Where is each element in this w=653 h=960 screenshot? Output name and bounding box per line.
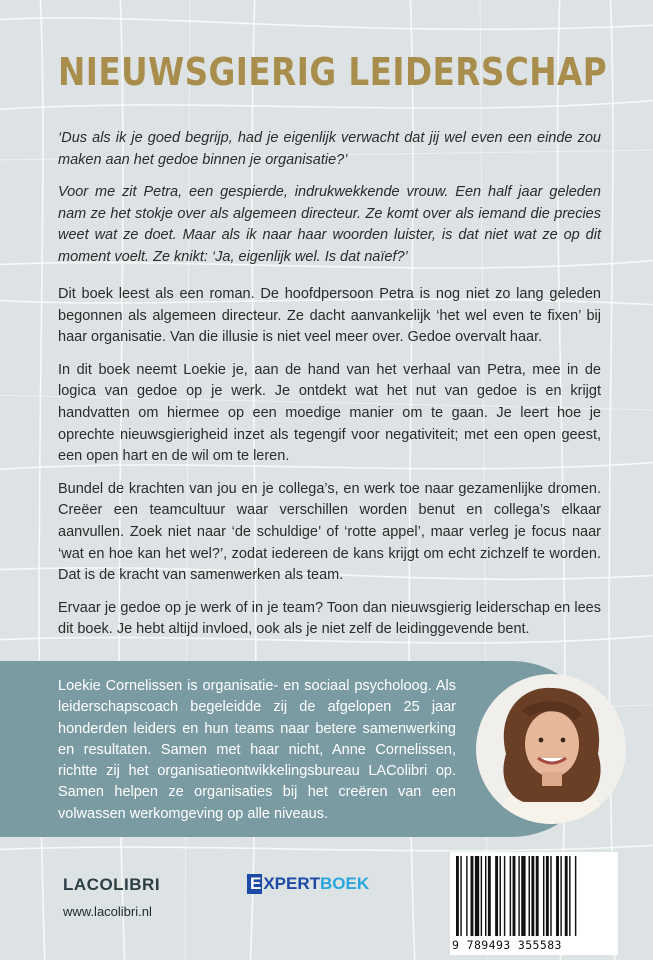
barcode-bar bbox=[536, 856, 539, 936]
opening-quote bbox=[58, 128, 601, 280]
book-title: NIEUWSGIERIG LEIDERSCHAP bbox=[58, 50, 608, 94]
isbn-number: 9 789493 355583 bbox=[452, 938, 618, 952]
barcode-bar bbox=[521, 856, 525, 936]
expertboek-logo bbox=[247, 874, 369, 894]
barcode-bar bbox=[460, 856, 461, 936]
barcode-bar bbox=[504, 856, 505, 936]
barcode-bar bbox=[575, 856, 576, 936]
author-photo bbox=[476, 674, 626, 824]
barcode-bar bbox=[518, 856, 519, 936]
blurb bbox=[58, 284, 601, 652]
lacolibri-logo: LACOLIBRI bbox=[63, 875, 161, 894]
blurb-paragraph-4: Ervaar je gedoe op je werk of in je team? Toon dan nieuwsgierig leiderschap en lees dit boek. Je hebt altijd invloed, ook als je niet zelf de leidinggevende bent. bbox=[58, 599, 601, 638]
quote-paragraph-2: Voor me zit Petra, een gespierde, indrukwekkende vrouw. Een half jaar geleden nam ze het stokje over als algemeen directeur. Ze komt over als iemand die precies weet wat ze doet. Maar als ik naar haar woorden luister, is dat niet wat ze op dit moment voelt. Ze knikt: ‘Ja, eigenlijk wel. Is dat naïef?’ bbox=[58, 184, 601, 265]
barcode-bar bbox=[488, 856, 491, 936]
barcode-bar bbox=[543, 856, 544, 936]
expert-logo-box: E bbox=[247, 874, 262, 894]
barcode-bars bbox=[450, 852, 618, 938]
barcode-bar bbox=[560, 856, 561, 936]
barcode-bar bbox=[546, 856, 549, 936]
blurb-paragraph-2: In dit boek neemt Loekie je, aan de hand van het verhaal van Petra, mee in de logica van gedoe op je werk. Je ontdekt wat het nut van gedoe is en krijgt handvatten om hiermee op een moedige manier om te gaan. Je leert hoe je oprechte nieuwsgierigheid inzet als tegengif voor negativiteit; met een open geest, een open hart en de wil om te leren. bbox=[58, 361, 601, 465]
expert-logo-boek: BOEK bbox=[320, 874, 370, 893]
barcode-bar bbox=[569, 856, 570, 936]
barcode-bar bbox=[556, 856, 559, 936]
barcode-bar bbox=[531, 856, 534, 936]
barcode-bar bbox=[481, 856, 482, 936]
barcode-bar bbox=[550, 856, 551, 936]
barcode-bar bbox=[500, 856, 501, 936]
author-bio: Loekie Cornelissen is organisatie- en sociaal psycholoog. Als leiderschapscoach begeleidde zij de afgelopen 25 jaar honderden leiders en hun teams naar betere samenwerking en resultaten. Samen met haar nicht, Anne Cornelissen, richtte zij het organisatieontwikkelingsbureau LAColibri op. Samen helpen ze organisaties bij het creëren van een volwassen werkomgeving op alle niveaus. bbox=[58, 678, 456, 822]
barcode-bar bbox=[529, 856, 530, 936]
barcode-bar bbox=[471, 856, 474, 936]
barcode-bar bbox=[510, 856, 511, 936]
barcode-bar bbox=[466, 856, 467, 936]
barcode-bar bbox=[456, 856, 459, 936]
barcode-bar bbox=[513, 856, 516, 936]
quote-paragraph-1: ‘Dus als ik je goed begrijp, had je eigenlijk verwacht dat jij wel even een einde zou maken aan het gedoe binnen je organisatie?’ bbox=[58, 130, 601, 168]
barcode-bar bbox=[475, 856, 479, 936]
expert-logo-text: XPERT bbox=[263, 874, 321, 893]
barcode-bar bbox=[485, 856, 486, 936]
blurb-paragraph-3: Bundel de krachten van jou en je collega’s, en werk toe naar gezamenlijke dromen. Creëer een teamcultuur waar verschillen worden benut en collega’s elkaar aanvullen. Zoek niet naar ‘de schuldige’ of ‘rotte appel’, maar verleg je focus naar ‘wat en hoe kan het wel?’, zodat iedereen de kans krijgt om echt zichzelf te worden. Dat is de kracht van samenwerken als team. bbox=[58, 480, 601, 584]
barcode-bar bbox=[495, 856, 498, 936]
website-url[interactable]: www.lacolibri.nl bbox=[63, 904, 152, 919]
barcode-bar bbox=[565, 856, 568, 936]
blurb-paragraph-1: Dit boek leest als een roman. De hoofdpersoon Petra is nog niet zo lang geleden begonnen als algemeen directeur. Ze dacht aanvankelijk ‘het wel even te fixen’ bij haar organisatie. Van die illusie is niet veel meer over. Gedoe overvalt haar. bbox=[58, 286, 601, 346]
